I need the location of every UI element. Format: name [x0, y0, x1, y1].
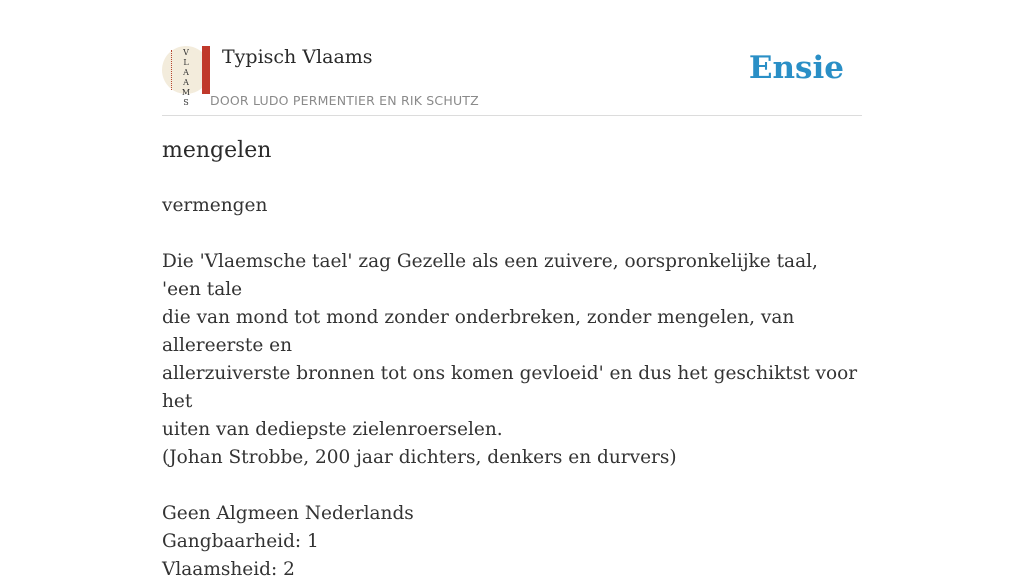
- example-line: die van mond tot mond zonder onderbreken, zonder mengelen, van allereerste en: [162, 307, 795, 356]
- example-line: allerzuiverste bronnen tot ons komen gevloeid' en dus het geschiktst voor het: [162, 363, 858, 412]
- typisch-vlaams-logo[interactable]: [162, 46, 210, 107]
- gangbaarheid: Gangbaarheid: 1: [162, 531, 319, 552]
- logo-red-stripe: [202, 46, 210, 94]
- logo-dotted-line: [171, 50, 174, 90]
- an-status: Geen Algmeen Nederlands: [162, 503, 414, 524]
- ensie-brand-link[interactable]: Ensie: [748, 50, 844, 86]
- site-title[interactable]: Typisch Vlaams: [222, 46, 373, 68]
- header: [162, 44, 862, 116]
- entry-term: mengelen: [162, 138, 272, 163]
- entry-definition: vermengen: [162, 195, 268, 216]
- example-source: (Johan Strobbe, 200 jaar dichters, denkers en durvers): [162, 447, 677, 468]
- spacer: [162, 472, 862, 500]
- spacer: [162, 220, 862, 248]
- logo-letters: V L A A M S: [181, 48, 191, 107]
- example-line: Die 'Vlaemsche tael' zag Gezelle als een zuivere, oorspronkelijke taal, 'een tale: [162, 251, 818, 300]
- entry-body: [162, 192, 862, 584]
- example-line: uiten van dediepste zielenroerselen.: [162, 419, 503, 440]
- byline: DOOR LUDO PERMENTIER EN RIK SCHUTZ: [210, 93, 479, 108]
- vlaamsheid: Vlaamsheid: 2: [162, 559, 295, 580]
